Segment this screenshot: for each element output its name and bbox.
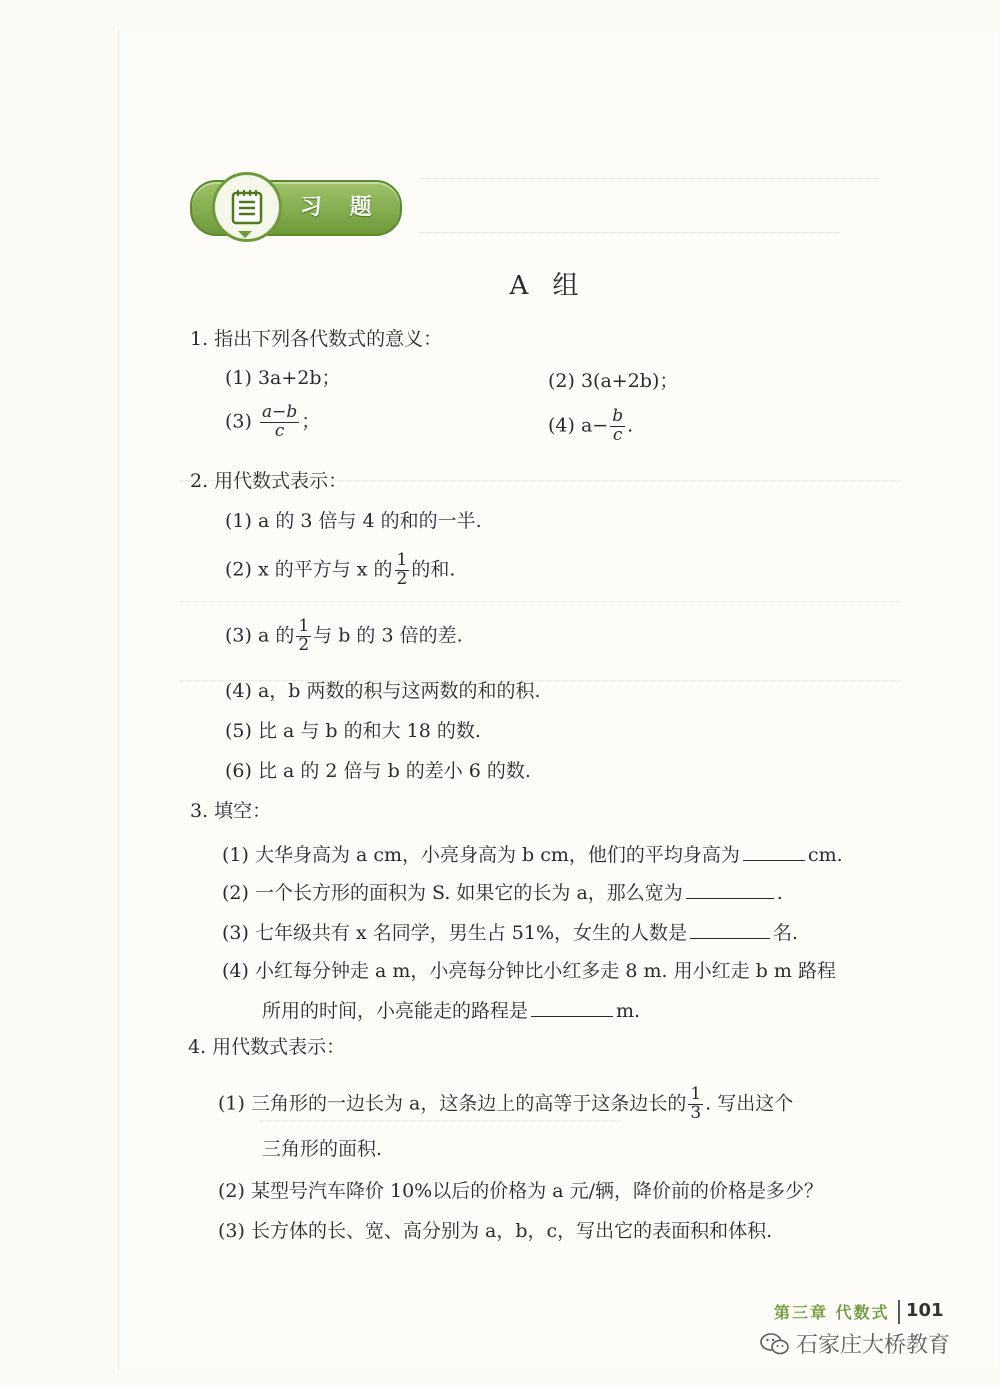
q1-part-3-label: (3) — [225, 410, 252, 433]
fraction — [296, 618, 311, 655]
q3-part-3-unit: 名. — [773, 922, 799, 944]
answer-blank[interactable] — [686, 880, 774, 899]
q3-part-3-text: (3) 七年级共有 x 名同学，男生占 51%，女生的人数是 — [222, 922, 688, 944]
q3-part-2-text: (2) 一个长方形的面积为 S. 如果它的长为 a，那么宽为 — [222, 882, 683, 904]
q4-part-1-text: (1) 三角形的一边长为 a，这条边上的高等于这条边长的 — [218, 1092, 687, 1115]
fraction-numerator: 1 — [298, 616, 310, 636]
q2-part-5: (5) 比 a 与 b 的和大 18 的数. — [225, 720, 481, 742]
q3-part-2-unit: . — [776, 882, 783, 904]
fraction — [260, 404, 299, 441]
footer-divider — [898, 1300, 900, 1324]
q4-part-1-suffix: . 写出这个 — [705, 1092, 794, 1115]
q2-part-2-text: (2) x 的平方与 x 的 — [225, 558, 393, 581]
q1-part-4-suffix: . — [627, 414, 634, 437]
q3-part-4-unit: m. — [616, 1000, 641, 1022]
q2-part-2 — [225, 552, 455, 589]
q3-part-4-line1: (4) 小红每分钟走 a m，小亮每分钟比小红多走 8 m. 用小红走 b m 路程 — [222, 960, 836, 982]
fraction — [610, 408, 625, 445]
q4-part-1-line2: 三角形的面积. — [262, 1138, 383, 1160]
fraction-denominator: c — [612, 424, 623, 445]
chapter-label: 第三章 代数式 — [774, 1303, 890, 1322]
page-number: 101 — [906, 1300, 944, 1321]
fraction-denominator: 2 — [396, 568, 408, 589]
q3-part-3 — [222, 920, 798, 945]
q1-part-4 — [548, 408, 633, 445]
wechat-icon — [760, 1332, 790, 1356]
q4-part-1 — [218, 1086, 793, 1123]
group-title: A 组 — [509, 271, 587, 301]
q1-part-1: (1) 3a+2b； — [225, 367, 341, 389]
q1-part-3 — [225, 404, 320, 441]
q3-part-1-text: (1) 大华身高为 a cm，小亮身高为 b cm，他们的平均身高为 — [222, 844, 740, 866]
q4-stem: 4. 用代数式表示： — [188, 1036, 346, 1058]
fraction-numerator: 1 — [690, 1084, 702, 1104]
q3-part-2 — [222, 880, 783, 905]
q2-part-6: (6) 比 a 的 2 倍与 b 的差小 6 的数. — [225, 760, 531, 782]
q1-stem: 1. 指出下列各代数式的意义： — [190, 328, 443, 350]
fraction-denominator: 2 — [298, 634, 310, 655]
fraction-denominator: c — [274, 420, 285, 441]
answer-blank[interactable] — [690, 920, 770, 939]
fraction-numerator: 1 — [396, 550, 408, 570]
q4-part-2: (2) 某型号汽车降价 10%以后的价格为 a 元/辆，降价前的价格是多少？ — [218, 1180, 824, 1202]
q3-part-4-text: 所用的时间，小亮能走的路程是 — [262, 1000, 529, 1022]
q2-part-1: (1) a 的 3 倍与 4 的和的一半. — [225, 510, 482, 532]
q2-part-4: (4) a，b 两数的积与这两数的和的积. — [225, 680, 541, 702]
fraction-denominator: 3 — [690, 1102, 702, 1123]
watermark-text: 石家庄大桥教育 — [796, 1333, 951, 1358]
q1-part-4-label: (4) a− — [548, 414, 609, 437]
q3-part-1 — [222, 842, 843, 867]
fraction-numerator: a−b — [261, 402, 298, 422]
answer-blank[interactable] — [743, 842, 805, 861]
fraction — [395, 552, 410, 589]
q1-part-3-suffix: ； — [301, 410, 321, 433]
fraction-numerator: b — [612, 406, 624, 426]
q4-part-3: (3) 长方体的长、宽、高分别为 a，b，c，写出它的表面积和体积. — [218, 1220, 773, 1242]
banner-arrow-icon — [238, 231, 252, 238]
q2-part-3 — [225, 618, 463, 655]
q1-part-2: (2) 3(a+2b)； — [548, 370, 679, 392]
banner-label: 习 题 — [300, 195, 382, 220]
q3-part-4-line2 — [262, 998, 640, 1023]
q2-part-3-suffix: 与 b 的 3 倍的差. — [313, 624, 463, 647]
fraction — [688, 1086, 703, 1123]
q2-stem: 2. 用代数式表示： — [190, 470, 348, 492]
q2-part-2-suffix: 的和. — [411, 558, 456, 581]
q3-part-1-unit: cm. — [807, 844, 843, 866]
q3-stem: 3. 填空： — [190, 800, 272, 822]
watermark — [760, 1328, 950, 1359]
answer-blank[interactable] — [531, 998, 613, 1017]
q2-part-3-text: (3) a 的 — [225, 624, 295, 647]
